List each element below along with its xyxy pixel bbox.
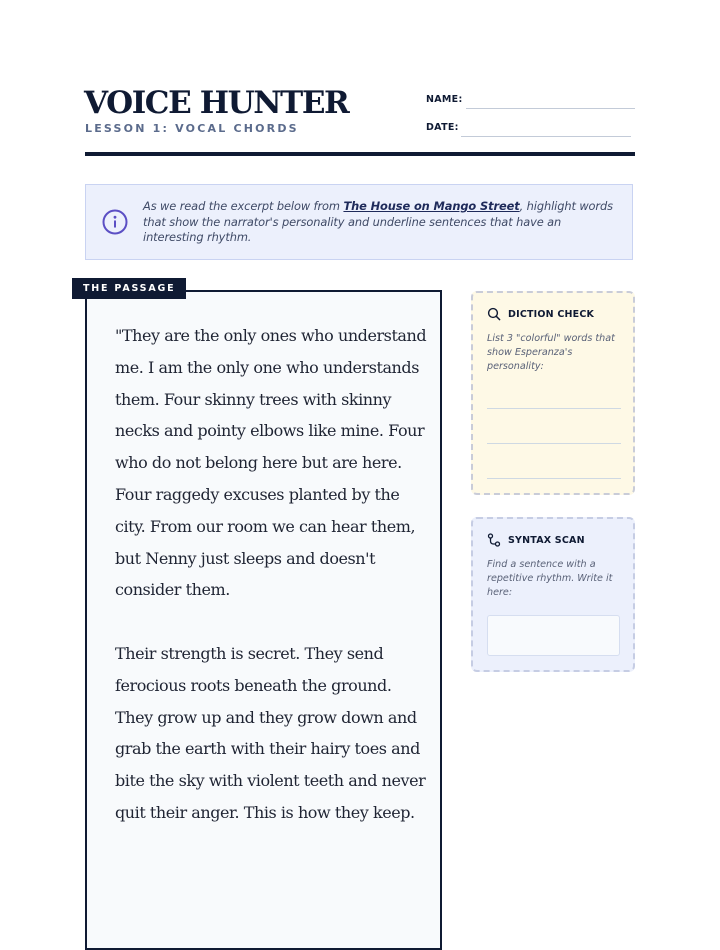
diction-check-description: List 3 "colorful" words that show Esperanza's personality: [487,333,615,372]
passage-tag: THE PASSAGE [72,278,186,299]
header-divider [85,152,635,156]
syntax-answer-box[interactable] [487,615,620,656]
worksheet-title: VOICE HUNTER [84,85,349,121]
branch-icon [487,533,501,547]
syntax-scan-title: SYNTAX SCAN [508,534,585,546]
syntax-scan-description: Find a sentence with a repetitive rhythm. Write it here: [487,559,613,598]
instructions-box [85,184,633,260]
lesson-subtitle: LESSON 1: VOCAL CHORDS [85,122,299,135]
instructions-rest: , highlight words that show the narrator's personality and underline sentences that have an interesting rhythm. [143,199,613,244]
syntax-scan-header [487,533,585,547]
passage-text [115,320,427,829]
instructions-lead: As we read the excerpt below from [143,199,344,213]
book-title: The House on Mango Street [343,199,520,213]
date-label: DATE: [426,122,459,133]
date-field[interactable] [461,136,631,137]
passage-paragraph-1: "They are the only ones who understand me. I am the only one who understands them. Four skinny trees with skinny necks and pointy elbows like mine. Four who do not belong here but are here. Four raggedy excuses planted by the city. From our room we can hear them, but Nenny just sleeps and doesn't consider them. [115,326,427,600]
search-icon [487,307,501,321]
name-field[interactable] [466,108,635,109]
diction-answer-line-1[interactable] [487,408,621,409]
diction-check-card [471,291,635,495]
name-label: NAME: [426,94,463,105]
diction-check-header [487,307,594,321]
info-icon [102,209,128,235]
passage-box[interactable] [85,290,442,950]
passage-paragraph-2: Their strength is secret. They send ferocious roots beneath the ground. They grow up and they grow down and grab the earth with their hairy toes and bite the sky with violent teeth and never quit their anger. This is how they keep. [115,643,426,822]
syntax-scan-card [471,517,635,672]
diction-answer-line-3[interactable] [487,478,621,479]
diction-answer-line-2[interactable] [487,443,621,444]
diction-check-title: DICTION CHECK [508,308,595,320]
instructions-text [143,199,623,246]
